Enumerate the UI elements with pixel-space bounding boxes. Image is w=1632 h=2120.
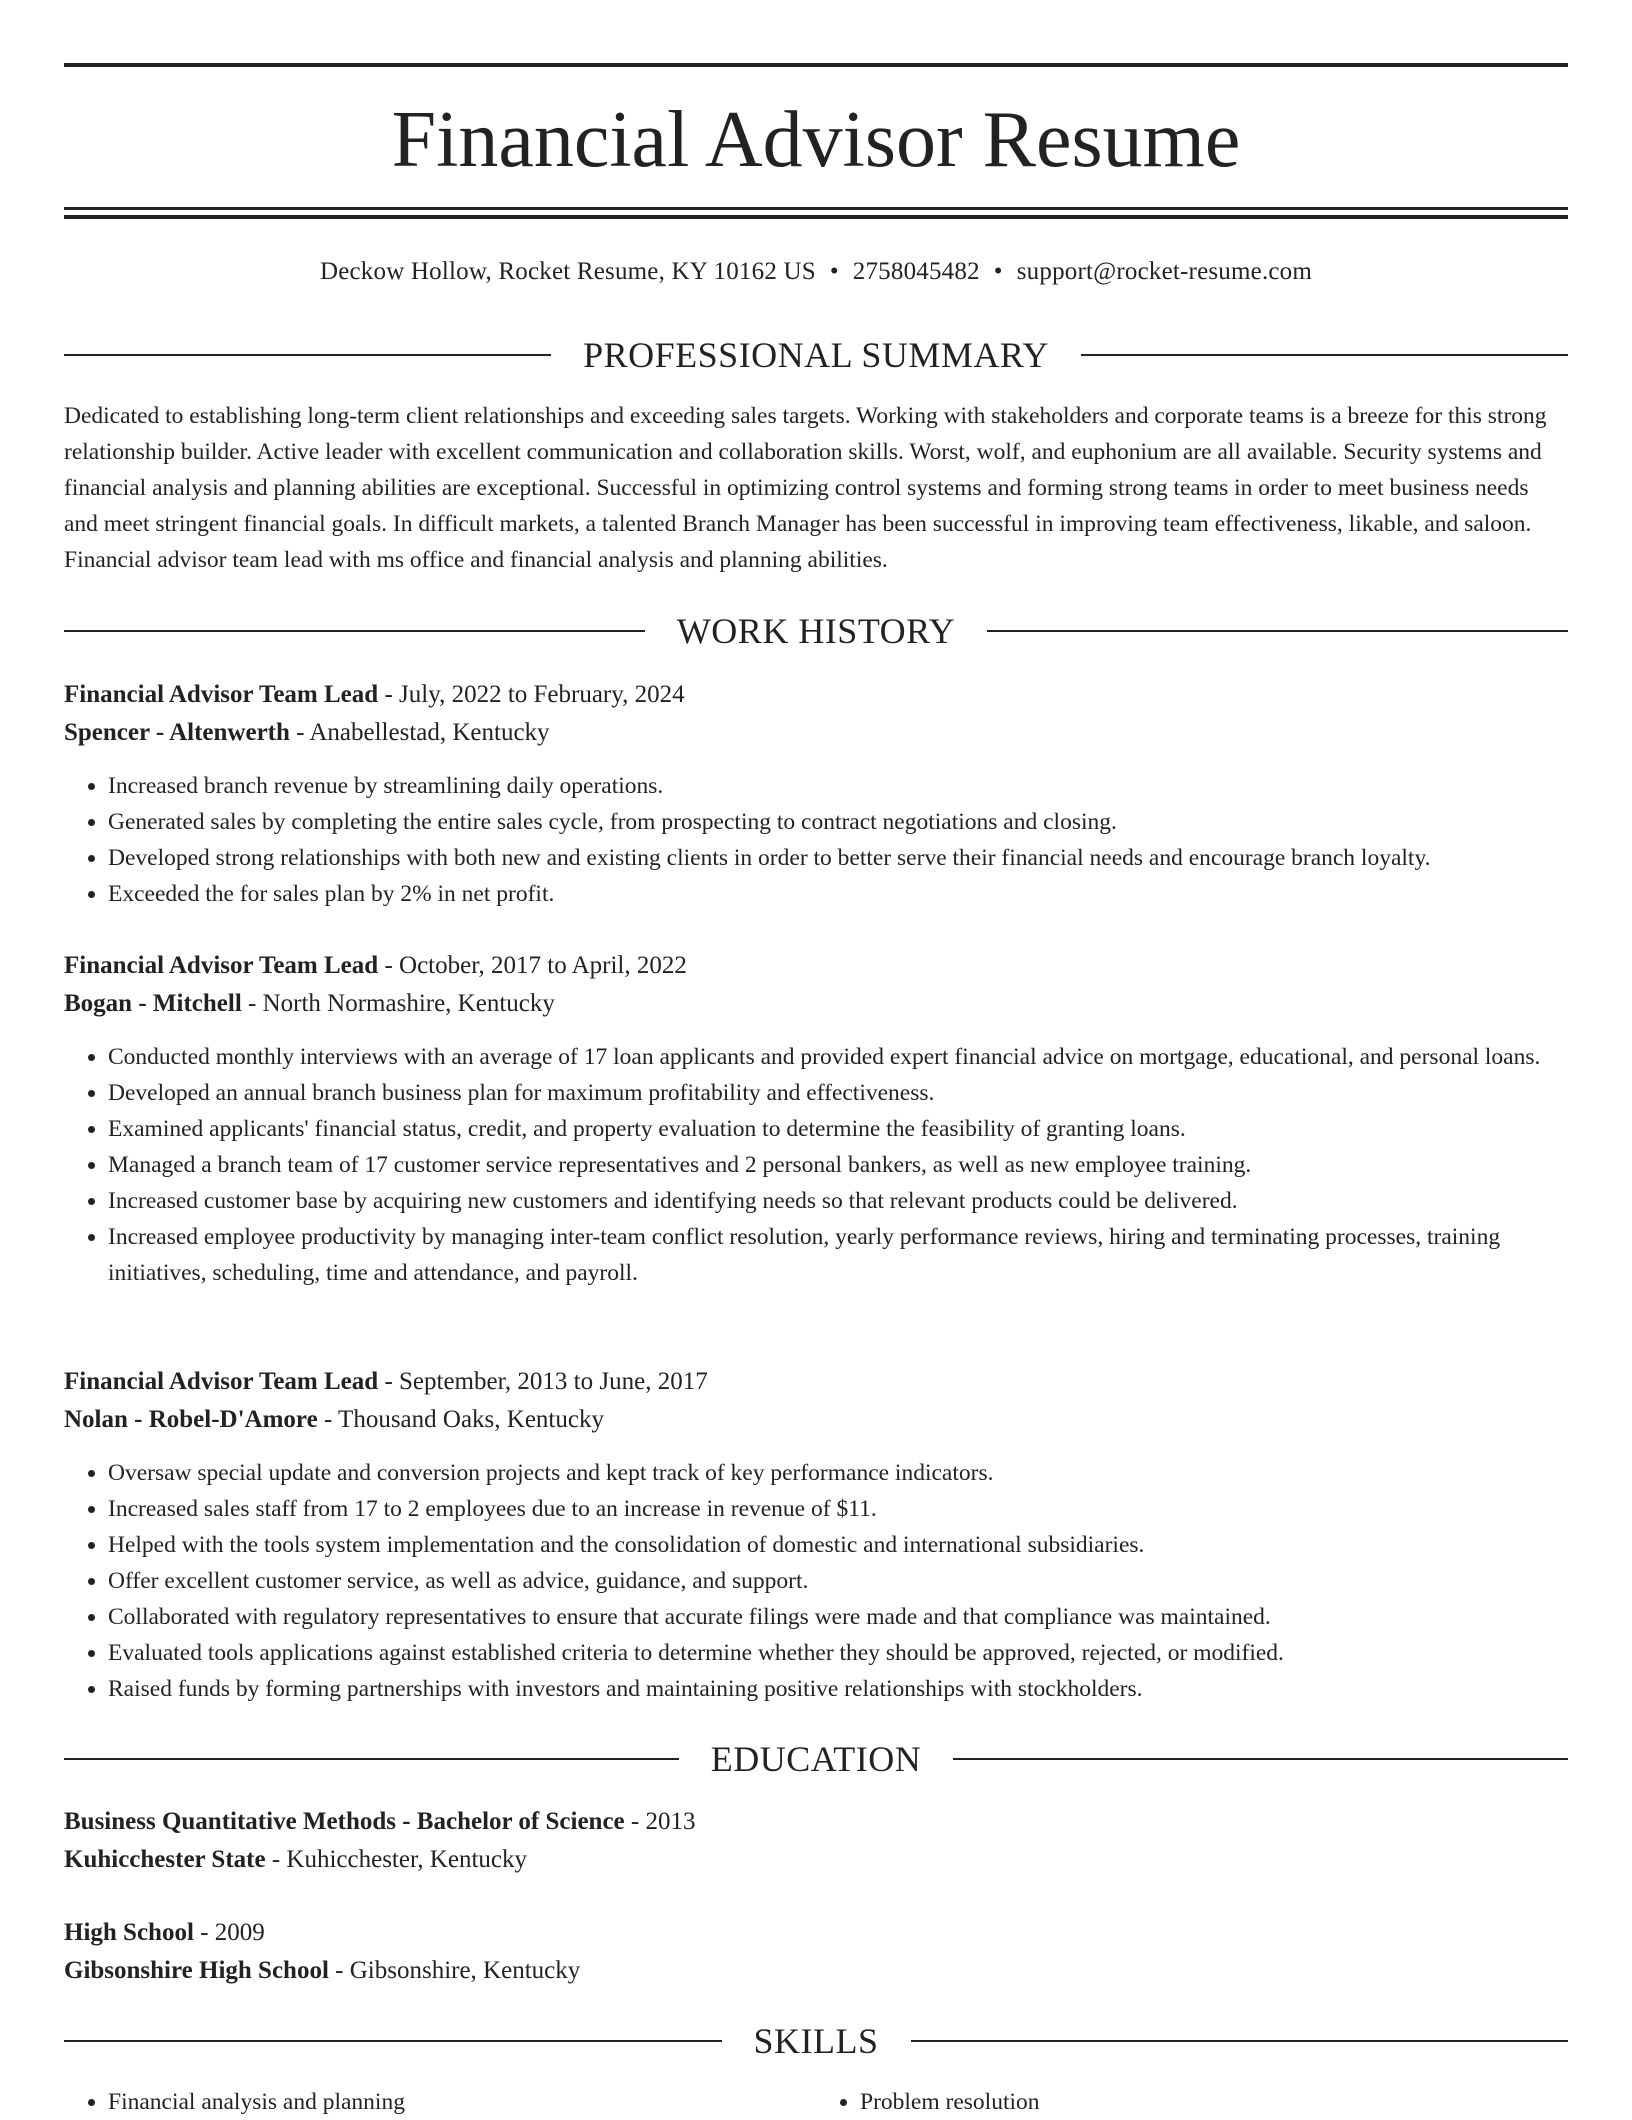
education-degree: Business Quantitative Methods - Bachelor of Science [64,1808,625,1835]
list-item: • Increased customer base by acquiring new customers and identifying needs so that relevant products could be delivered. [108,1183,1568,1219]
skills-list [64,2084,1568,2120]
education-location: - Kuhicchester, Kentucky [265,1846,527,1873]
list-item: • Increased branch revenue by streamlining daily operations. [108,768,1568,804]
education-degree: High School [64,1919,194,1946]
contact-email: support@rocket-resume.com [1016,258,1313,285]
education-year: - 2009 [193,1919,265,1946]
section-rule [64,354,551,356]
education-school-line [64,1952,1568,1990]
job-entry [64,947,1568,1291]
list-item: • Developed strong relationships with both new and existing clients in order to better serve their financial needs and encourage branch loyalty. [108,840,1568,876]
list-item: • Increased employee productivity by managing inter-team conflict resolution, yearly performance reviews, hiring and terminating processes, training initiatives, scheduling, time and attendance, and payroll. [108,1219,1568,1291]
list-item: • Increased sales staff from 17 to 2 employees due to an increase in revenue of $11. [108,1491,1568,1527]
top-rule [64,63,1568,67]
section-header-summary [64,333,1568,377]
contact-line [64,254,1568,290]
list-item: • Oversaw special update and conversion projects and kept track of key performance indicators. [108,1455,1568,1491]
contact-separator: • [829,258,839,285]
job-title-line [64,947,1568,985]
job-location: - Thousand Oaks, Kentucky [317,1406,604,1433]
list-item: • Evaluated tools applications against established criteria to determine whether they should be approved, rejected, or modified. [108,1635,1568,1671]
section-title: EDUCATION [710,1739,922,1779]
section-rule [911,2040,1569,2042]
education-entry [64,1914,1568,1990]
section-title: WORK HISTORY [676,611,956,651]
section-rule [987,630,1568,632]
section-header-education [64,1737,1568,1781]
job-bullets [64,768,1568,912]
contact-separator: • [993,258,1003,285]
job-company: Spencer - Altenwerth [64,719,290,746]
list-item: • Developed an annual branch business plan for maximum profitability and effectiveness. [108,1075,1568,1111]
list-item: • Generated sales by completing the entire sales cycle, from prospecting to contract negotiations and closing. [108,804,1568,840]
list-item: • Helped with the tools system implementation and the consolidation of domestic and international subsidiaries. [108,1527,1568,1563]
job-company-line [64,714,1568,752]
skills-column-left [64,2084,816,2120]
section-rule [1081,354,1568,356]
title-rule-lower [64,215,1568,219]
title-rule-upper [64,207,1568,210]
job-company-line [64,1401,1568,1439]
list-item: • Conducted monthly interviews with an average of 17 loan applicants and provided expert financial advice on mortgage, educational, and personal loans. [108,1039,1568,1075]
section-header-skills [64,2019,1568,2063]
job-title: Financial Advisor Team Lead [64,1368,379,1395]
resume-title: Financial Advisor Resume [391,96,1241,184]
job-company-line [64,985,1568,1023]
job-location: - Anabellestad, Kentucky [289,719,550,746]
list-item: • Offer excellent customer service, as well as advice, guidance, and support. [108,1563,1568,1599]
job-dates: - September, 2013 to June, 2017 [378,1368,708,1395]
education-degree-line [64,1803,1568,1841]
education-school: Gibsonshire High School [64,1957,329,1984]
education-school-line [64,1841,1568,1879]
section-rule [953,1758,1568,1760]
skills-column-right [816,2084,1568,2120]
skill-item: • Financial analysis and planning [108,2084,816,2120]
skill-item: • Problem resolution [860,2084,1568,2120]
job-entry [64,676,1568,912]
job-bullets [64,1039,1568,1291]
job-bullets [64,1455,1568,1707]
section-title: SKILLS [753,2021,879,2061]
summary-text: Dedicated to establishing long-term client relationships and exceeding sales targets. Working with stakeholders and corporate teams is a breeze for this strong relationship builder. Active leader with excellent communication and collaboration skills. Worst, wolf, and euphonium are all available. Security systems and financial analysis and planning abilities are exceptional. Successful in optimizing control systems and forming strong teams in order to meet business needs and meet stringent financial goals. In difficult markets, a talented Branch Manager has been successful in improving team effectiveness, likable, and saloon. Financial advisor team lead with ms office and financial analysis and planning abilities. [64,403,1547,573]
list-item: • Exceeded the for sales plan by 2% in net profit. [108,876,1568,912]
job-title-line [64,1363,1568,1401]
job-title: Financial Advisor Team Lead [64,681,379,708]
education-school: Kuhicchester State [64,1846,266,1873]
job-dates: - July, 2022 to February, 2024 [378,681,685,708]
section-rule [64,630,645,632]
list-item: • Examined applicants' financial status, credit, and property evaluation to determine the feasibility of granting loans. [108,1111,1568,1147]
job-title: Financial Advisor Team Lead [64,952,379,979]
contact-phone: 2758045482 [852,258,980,285]
list-item: • Managed a branch team of 17 customer service representatives and 2 personal bankers, as well as new employee training. [108,1147,1568,1183]
section-header-work [64,609,1568,653]
section-rule [64,1758,679,1760]
education-entry [64,1803,1568,1879]
job-entry [64,1363,1568,1707]
education-location: - Gibsonshire, Kentucky [328,1957,581,1984]
list-item: • Collaborated with regulatory representatives to ensure that accurate filings were made and that compliance was maintained. [108,1599,1568,1635]
job-location: - North Normashire, Kentucky [241,990,555,1017]
job-dates: - October, 2017 to April, 2022 [378,952,687,979]
contact-address: Deckow Hollow, Rocket Resume, KY 10162 US [319,258,816,285]
section-rule [64,2040,722,2042]
list-item: • Raised funds by forming partnerships with investors and maintaining positive relationships with stockholders. [108,1671,1568,1707]
section-title: PROFESSIONAL SUMMARY [583,335,1049,375]
job-company: Bogan - Mitchell [64,990,242,1017]
education-year: - 2013 [624,1808,696,1835]
education-degree-line [64,1914,1568,1952]
job-title-line [64,676,1568,714]
job-company: Nolan - Robel-D'Amore [64,1406,318,1433]
